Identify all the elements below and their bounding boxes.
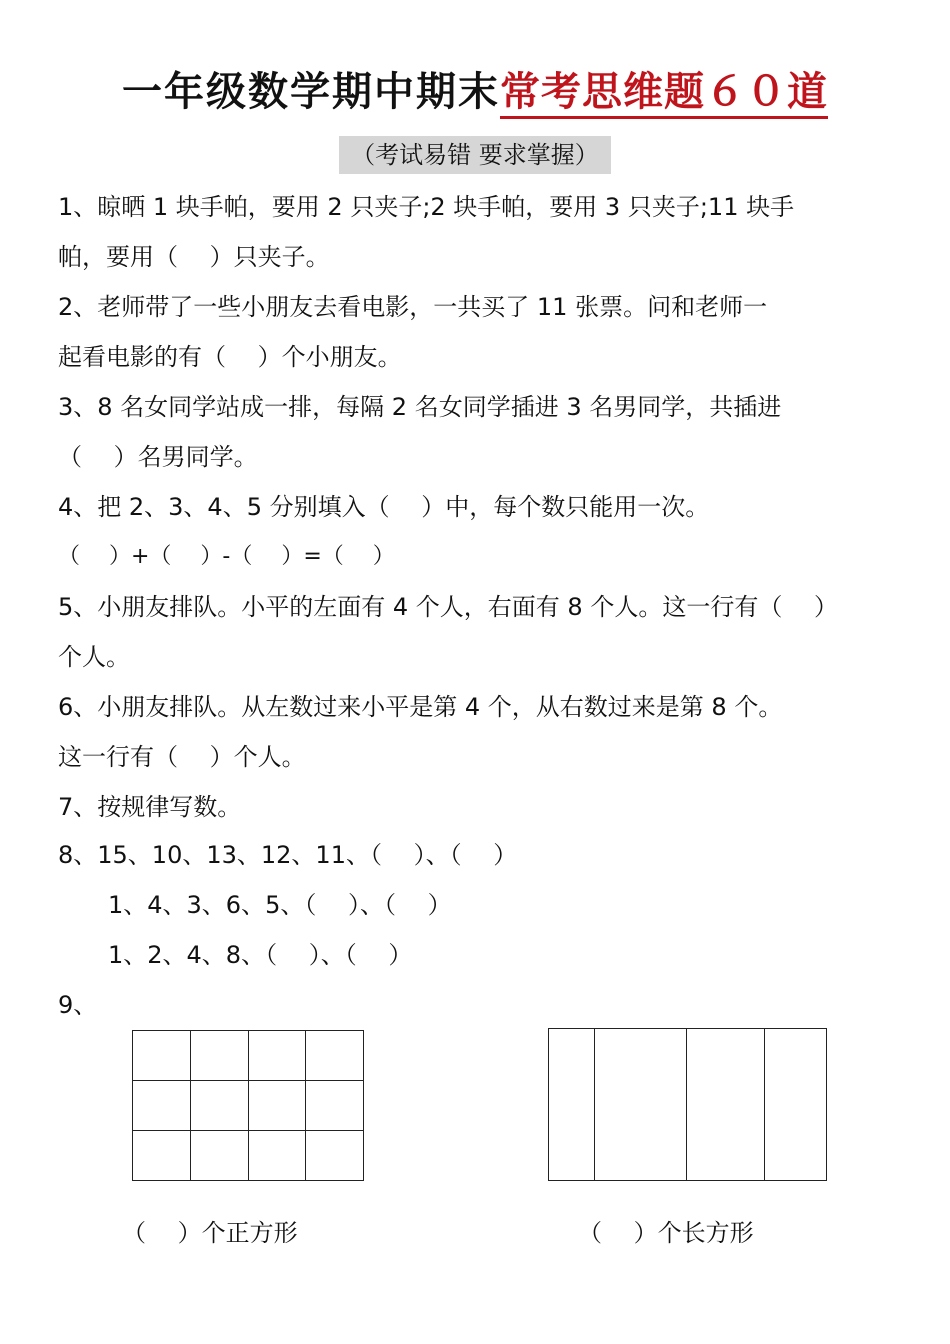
- question-4-equation: （ ）+（ ）-（ ）=（ ）: [58, 544, 395, 569]
- title-highlight: 常考思维题６０道: [500, 69, 828, 119]
- rect-cell: [549, 1029, 595, 1181]
- question-8-sequence-3: 1、2、4、8、（ ）、（ ）: [108, 941, 413, 969]
- question-5-line-1: 5、小朋友排队。小平的左面有 4 个人，右面有 8 个人。这一行有（ ）: [58, 593, 838, 621]
- rect-cell: [765, 1029, 827, 1181]
- grid-cell: [133, 1031, 191, 1081]
- question-8-sequence-2: 1、4、3、6、5、（ ）、（ ）: [108, 891, 452, 919]
- grid-cell: [248, 1081, 306, 1131]
- rectangle-count-label: （ ）个长方形: [578, 1219, 754, 1247]
- subtitle: （考试易错 要求掌握）: [339, 136, 611, 174]
- question-6-line-2: 这一行有（ ）个人。: [58, 743, 306, 771]
- grid-cell: [248, 1131, 306, 1181]
- question-4-line-1: 4、把 2、3、4、5 分别填入（ ）中，每个数只能用一次。: [58, 493, 710, 521]
- grid-cell: [306, 1031, 364, 1081]
- grid-cell: [248, 1031, 306, 1081]
- square-grid-figure: [132, 1030, 364, 1181]
- question-1-line-2: 帕，要用（ ）只夹子。: [58, 243, 330, 271]
- grid-cell: [133, 1131, 191, 1181]
- question-3-line-2: （ ）名男同学。: [58, 443, 258, 471]
- grid-cell: [133, 1081, 191, 1131]
- grid-cell: [190, 1081, 248, 1131]
- grid-cell: [306, 1131, 364, 1181]
- title-main: 一年级数学期中期末: [122, 69, 500, 115]
- subtitle-container: [0, 136, 950, 174]
- question-8-sequence-1: 8、15、10、13、12、11、（ ）、（ ）: [58, 841, 518, 869]
- question-3-line-1: 3、8 名女同学站成一排，每隔 2 名女同学插进 3 名男同学，共插进: [58, 393, 782, 421]
- grid-cell: [190, 1031, 248, 1081]
- rect-cell: [687, 1029, 765, 1181]
- question-7: 7、按规律写数。: [58, 793, 242, 821]
- grid-cell: [190, 1131, 248, 1181]
- question-9: 9、: [58, 991, 98, 1019]
- question-6-line-1: 6、小朋友排队。从左数过来小平是第 4 个，从右数过来是第 8 个。: [58, 693, 783, 721]
- rect-cell: [594, 1029, 687, 1181]
- question-5-line-2: 个人。: [58, 643, 130, 671]
- rectangle-figure: [548, 1028, 827, 1181]
- square-count-label: （ ）个正方形: [122, 1219, 298, 1247]
- grid-cell: [306, 1081, 364, 1131]
- question-2-line-1: 2、老师带了一些小朋友去看电影，一共买了 11 张票。问和老师一: [58, 293, 768, 321]
- question-1-line-1: 1、晾晒 1 块手帕，要用 2 只夹子;2 块手帕，要用 3 只夹子;11 块手: [58, 193, 795, 221]
- page-title: [0, 68, 950, 116]
- question-2-line-2: 起看电影的有（ ）个小朋友。: [58, 343, 402, 371]
